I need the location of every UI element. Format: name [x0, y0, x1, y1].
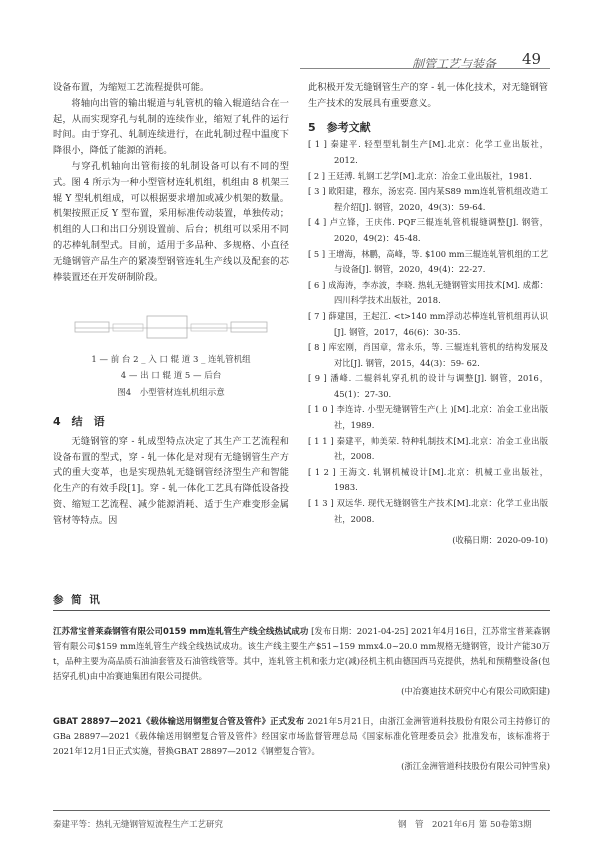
reference-item: [ 2 ] 王廷溥. 轧钢工艺学[M].北京：冶金工业出版社，1981.: [308, 170, 532, 181]
news-text: 2021年4月16日，江苏常宝普莱森钢管有限公司$159 mm连轧管生产线全线热试成功。该生产线主要生产$51~159 mmx4.0~20.0 mm规格无缝钢管，设计产能30万t，品种主要为高品质石油油套管及石油管线管等。其中，连轧管主机和张力定(减)径机主机由德国西马克提供，热轧和预精整设备(包括穿孔机)由中冶赛迪集团有限公司提供。: [53, 626, 550, 681]
reference-item: [ 5 ] 王增海，林鹏，高峰，等. $100 mm三辊连轧管机组的工艺与设备[J]. 钢管，2020，49(4)：22-27.: [308, 248, 548, 275]
reference-item: [ 3 ] 欧阳建，穆东，汤宏亮. 国内某S89 mm连轧管机组改造工程介绍[J]. 钢管，2020，49(3)：59-64.: [308, 186, 548, 212]
right-column: [308, 80, 548, 549]
figure-4-diagram: [53, 268, 289, 352]
reference-item: [ 4 ] 卢立锋，王庆伟. PQF三辊连轧管机辊缝调整[J]. 钢管，2020，49(2)：45-48.: [308, 217, 548, 243]
section-heading: 5 参考文献: [308, 120, 371, 134]
paragraph: 设备布置，为缩短工艺流程提供可能。: [53, 82, 210, 93]
figure-caption: 图4 小型管材连轧机组示意: [117, 388, 225, 398]
news-date: [发布日期：2021-04-25]: [311, 626, 409, 636]
news-text: 2021年5月21日，由浙江金洲管道科技股份有限公司主持修订的GBa 28897—2021《载体输送用钢塑复合管及管件》经国家市场监督管理总局《国家标准化管理委员会》批准发布，该标准将于2021年12月1日正式实施，替换GBAT 28897—2012《钢塑复合管》。: [53, 716, 550, 756]
footer-journal-info: 钢 管 2021年6月 第 50卷第3期: [398, 820, 532, 830]
left-column: [53, 80, 289, 285]
news-heading: 参 简 讯: [53, 594, 102, 606]
news-source: (中冶赛迪技术研究中心有限公司欧阳建): [401, 686, 550, 696]
news-rule: [53, 610, 550, 611]
reference-item: [ 7 ] 薛建国，王起江. <t>140 mm浮动芯棒连轧管机组再认识[J]. 钢管，2017，46(6)：30-35.: [308, 310, 548, 337]
news-body: [53, 624, 550, 684]
footer-article-title: 秦建平等：热轧无缝钢管短流程生产工艺研究: [53, 820, 224, 830]
header-rule: [300, 68, 550, 69]
left-column-section4: [53, 414, 289, 529]
reference-item: [ 1 3 ] 双远华. 现代无缝钢管生产技术[M].北京：化学工业出版社，2008.: [308, 498, 548, 524]
reference-item: [ 1 2 ] 王海文. 轧钢机械设计[M].北京：机械工业出版社，1983.: [308, 466, 548, 493]
figure-legend-line: 1 — 前 台 2 _ 入 口 辊 道 3 _ 连轧管机组: [91, 355, 251, 365]
front-table: [75, 322, 109, 332]
reference-item: [ 8 ] 库宏刚，肖国章，常永乐，等. 三辊连轧管机的结构发展及对比[J]. 钢管，2015，44(3)：59- 62.: [308, 342, 548, 368]
news-item: [53, 714, 550, 774]
news-source: (浙江金洲管道科技股份有限公司钟雪泉): [401, 761, 550, 771]
footer-rule: [53, 810, 550, 811]
paragraph: 无缝钢管的穿 - 轧成型特点决定了其生产工艺流程和设备布置的型式，穿 - 轧一体化是对现有无缝钢管生产方式的重大变革，也是实现热轧无缝钢管经济型生产和智能化生产的有效手段[1]。穿 - 轧一体化工艺具有降低设备投资、缩短工艺流程、减少能源消耗、适于生产难变形金属管材等特点。因: [53, 435, 289, 526]
news-title: GBAT 28897—2021《载体输送用钢塑复合管及管件》正式发布: [53, 716, 305, 726]
reference-item: [ 9 ] 潘峰. 二辊斜轧穿孔机的设计与调整[J]. 钢管，2016，45(1)：27-30.: [308, 373, 548, 399]
running-header-title: 制管工艺与装备: [412, 57, 497, 71]
rolling-mill-stands: [147, 316, 187, 338]
received-date: (收稿日期：2020-09-10): [452, 535, 548, 546]
news-body: [53, 714, 550, 759]
rear-table: [231, 322, 267, 332]
paragraph: 此积极开发无缝钢管生产的穿 - 轧一体化技术，对无缝钢管生产技术的发展具有重要意义。: [308, 82, 548, 109]
section-heading: 4 结 语: [53, 415, 105, 428]
figure-legend-line: 4 — 出 口 辊 道 5 — 后台: [120, 371, 222, 381]
paragraph: 将轴向出管的输出辊道与轧管机的输入辊道结合在一起，从而实现穿孔与轧制的连续作业，缩短了轧件的运行时间。由于穿孔、轧制连续进行，在此轧制过程中温度下降很小，降低了能源的消耗。: [53, 97, 289, 157]
figure-legend: [53, 352, 289, 384]
news-item: [53, 624, 550, 699]
reference-item: [ 1 1 ] 秦建平，帅美荣. 特种轧制技术[M].北京：冶金工业出版社，2008.: [308, 435, 548, 462]
reference-item: [ 1 0 ] 李连诗. 小型无缝钢管生产(上 )[M].北京：冶金工业出版社，1989.: [308, 404, 548, 431]
news-title: 江苏常宝普莱森钢管有限公司0159 mm连轧管生产线全线热试成功: [53, 626, 309, 636]
page-number: 49: [522, 50, 542, 68]
reference-item: [ 6 ] 成海涛，李赤波，李晓. 热轧无缝钢管实用技术[M]. 成都：四川科学技术出版社，2018.: [308, 279, 548, 306]
exit-roller-table: [191, 324, 227, 331]
paragraph: 与穿孔机轴向出管衔接的轧制设备可以有不同的型式。图 4 所示为一种小型管材连轧机组，机组由 8 机架三辊 Y 型轧机组成，可以根据要求增加或减少机架的数量。机架按照正反 Y 型布置，采用标准传动装置，单独传动；机组的人口和出口分别设置前、后台；机组可以采用不同的芯棒轧制型式。目前，适用于多品种、多规格、小直径无缝钢管产品生产的紧凑型钢管连轧生产线以及配套的芯棒装置还在开发研制阶段。: [53, 160, 289, 283]
entry-roller-table: [113, 324, 143, 331]
reference-list: [308, 137, 548, 527]
reference-item: [ 1 ] 秦建平. 轻型型轧制生产[M].北京：化学工业出版社，2012.: [308, 139, 548, 165]
